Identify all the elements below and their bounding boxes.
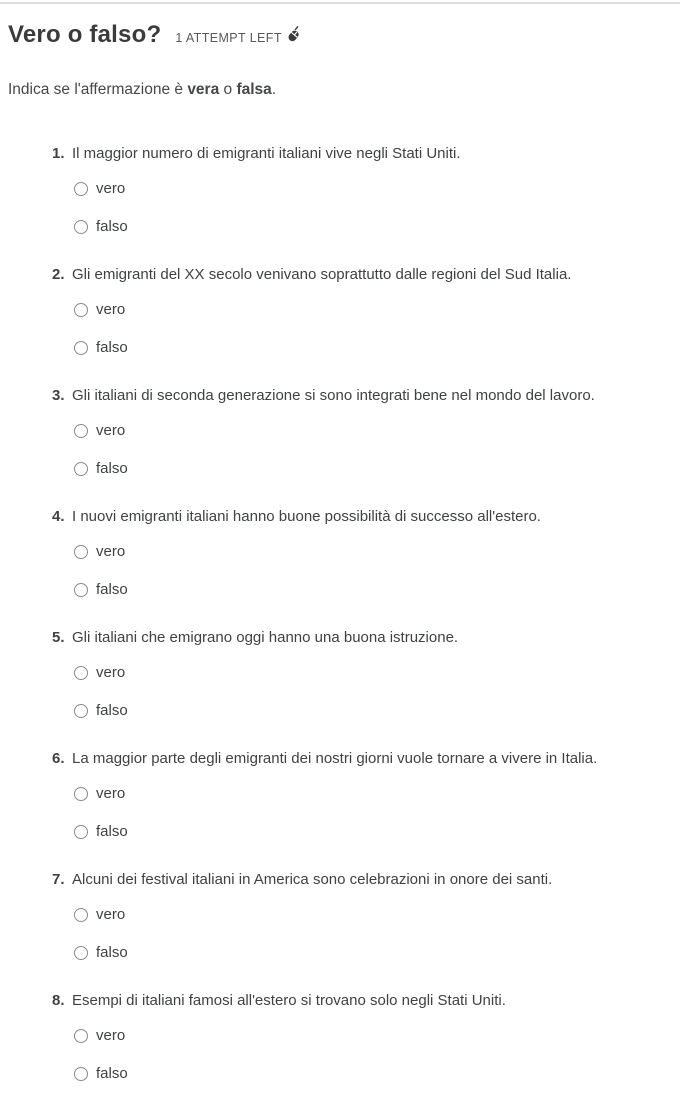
- radio-button-falso[interactable]: [74, 220, 88, 234]
- option-label-falso: falso: [96, 944, 128, 961]
- question-number: 3.: [52, 387, 65, 404]
- option-label-vero: vero: [96, 664, 126, 681]
- question-4: [52, 507, 672, 600]
- question-number: 5.: [52, 629, 65, 646]
- option-falso-q3[interactable]: [74, 459, 672, 479]
- radio-button-falso[interactable]: [74, 704, 88, 718]
- option-label-falso: falso: [96, 460, 128, 477]
- question-options: [74, 663, 672, 721]
- question-number: 6.: [52, 750, 65, 767]
- option-label-falso: falso: [96, 581, 128, 598]
- radio-button-vero[interactable]: [74, 908, 88, 922]
- radio-button-vero[interactable]: [74, 303, 88, 317]
- radio-button-falso[interactable]: [74, 825, 88, 839]
- radio-button-vero[interactable]: [74, 787, 88, 801]
- question-number: 4.: [52, 508, 65, 525]
- question-statement: [52, 507, 672, 527]
- option-falso-q6[interactable]: [74, 822, 672, 842]
- option-label-falso: falso: [96, 339, 128, 356]
- question-2: [52, 265, 672, 358]
- option-label-vero: vero: [96, 543, 126, 560]
- option-label-falso: falso: [96, 702, 128, 719]
- page-title: Vero o falso?: [8, 21, 162, 48]
- question-1: [52, 144, 672, 237]
- question-options: [74, 905, 672, 963]
- option-label-vero: vero: [96, 906, 126, 923]
- question-options: [74, 542, 672, 600]
- radio-button-vero[interactable]: [74, 666, 88, 680]
- option-vero-q6[interactable]: [74, 784, 672, 804]
- instruction-bold-vera: vera: [187, 81, 220, 98]
- question-number: 1.: [52, 145, 65, 162]
- question-text: Gli italiani di seconda generazione si sono integrati bene nel mondo del lavoro.: [72, 387, 595, 404]
- option-falso-q5[interactable]: [74, 701, 672, 721]
- question-text: Gli italiani che emigrano oggi hanno una buona istruzione.: [72, 629, 459, 646]
- question-statement: [52, 870, 672, 890]
- question-options: [74, 179, 672, 237]
- question-3: [52, 386, 672, 479]
- radio-button-vero[interactable]: [74, 1029, 88, 1043]
- question-6: [52, 749, 672, 842]
- radio-button-falso[interactable]: [74, 462, 88, 476]
- option-label-vero: vero: [96, 180, 126, 197]
- question-options: [74, 1026, 672, 1084]
- option-falso-q1[interactable]: [74, 217, 672, 237]
- quiz-header: [8, 20, 672, 50]
- question-number: 7.: [52, 871, 65, 888]
- option-falso-q4[interactable]: [74, 580, 672, 600]
- radio-button-falso[interactable]: [74, 583, 88, 597]
- question-statement: [52, 265, 672, 285]
- option-vero-q8[interactable]: [74, 1026, 672, 1046]
- option-falso-q8[interactable]: [74, 1064, 672, 1084]
- attempts-left-badge: [175, 30, 302, 47]
- question-list: [52, 144, 672, 1084]
- radio-button-vero[interactable]: [74, 182, 88, 196]
- attempts-left-label: 1 ATTEMPT LEFT: [175, 31, 282, 45]
- mouse-icon: [285, 26, 302, 43]
- option-vero-q2[interactable]: [74, 300, 672, 320]
- question-text: Alcuni dei festival italiani in America sono celebrazioni in onore dei santi.: [72, 871, 553, 888]
- question-statement: [52, 628, 672, 648]
- option-label-vero: vero: [96, 1027, 126, 1044]
- option-vero-q3[interactable]: [74, 421, 672, 441]
- question-text: Gli emigranti del XX secolo venivano soprattutto dalle regioni del Sud Italia.: [72, 266, 572, 283]
- question-7: [52, 870, 672, 963]
- question-5: [52, 628, 672, 721]
- option-falso-q7[interactable]: [74, 943, 672, 963]
- option-vero-q4[interactable]: [74, 542, 672, 562]
- radio-button-falso[interactable]: [74, 946, 88, 960]
- question-statement: [52, 991, 672, 1011]
- option-label-falso: falso: [96, 1065, 128, 1082]
- question-8: [52, 991, 672, 1084]
- option-vero-q5[interactable]: [74, 663, 672, 683]
- radio-button-vero[interactable]: [74, 424, 88, 438]
- question-text: I nuovi emigranti italiani hanno buone possibilità di successo all'estero.: [72, 508, 541, 525]
- question-text: Esempi di italiani famosi all'estero si trovano solo negli Stati Uniti.: [72, 992, 506, 1009]
- question-statement: [52, 144, 672, 164]
- question-options: [74, 421, 672, 479]
- option-falso-q2[interactable]: [74, 338, 672, 358]
- option-label-vero: vero: [96, 422, 126, 439]
- question-number: 8.: [52, 992, 65, 1009]
- radio-button-falso[interactable]: [74, 341, 88, 355]
- radio-button-falso[interactable]: [74, 1067, 88, 1081]
- instruction-bold-falsa: falsa: [236, 81, 272, 98]
- question-text: Il maggior numero di emigranti italiani vive negli Stati Uniti.: [72, 145, 461, 162]
- top-divider: [0, 2, 680, 4]
- option-label-vero: vero: [96, 785, 126, 802]
- option-label-falso: falso: [96, 823, 128, 840]
- question-options: [74, 784, 672, 842]
- option-label-falso: falso: [96, 218, 128, 235]
- option-label-vero: vero: [96, 301, 126, 318]
- question-text: La maggior parte degli emigranti dei nostri giorni vuole tornare a vivere in Italia.: [72, 750, 598, 767]
- option-vero-q7[interactable]: [74, 905, 672, 925]
- radio-button-vero[interactable]: [74, 545, 88, 559]
- question-options: [74, 300, 672, 358]
- question-number: 2.: [52, 266, 65, 283]
- instruction-text: Indica se l'affermazione è vera o falsa.: [8, 81, 277, 98]
- question-statement: [52, 386, 672, 406]
- question-statement: [52, 749, 672, 769]
- option-vero-q1[interactable]: [74, 179, 672, 199]
